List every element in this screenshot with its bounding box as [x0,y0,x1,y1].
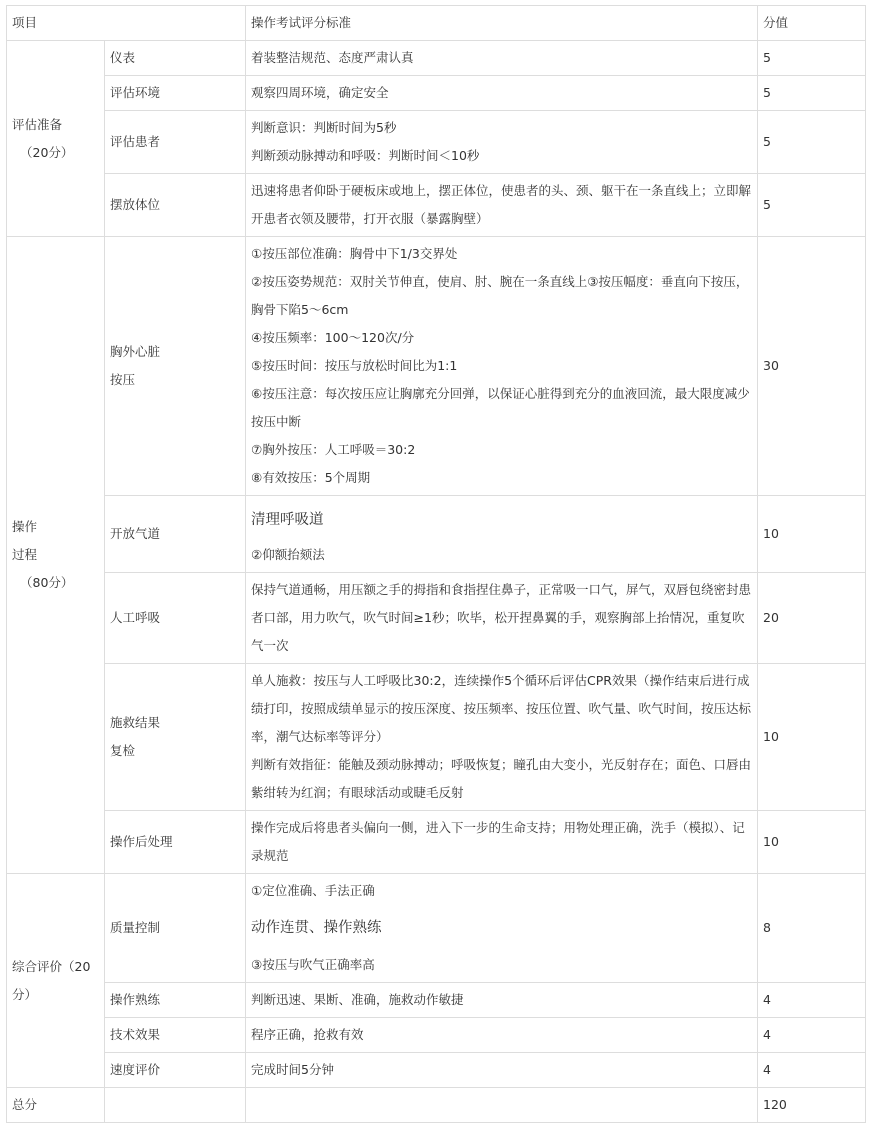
section-title-line: 操作 [12,519,38,534]
item-criteria [246,874,758,983]
item-name: 操作熟练 [105,983,246,1018]
item-score: 5 [758,174,866,237]
item-name: 评估患者 [105,111,246,174]
item-criteria: 着装整洁规范、态度严肃认真 [246,41,758,76]
item-score: 5 [758,76,866,111]
criteria-line: ①按压部位准确：胸骨中下1/3交界处 [251,246,458,261]
item-criteria: 保持气道通畅，用压额之手的拇指和食指捏住鼻子，正常吸一口气，屏气，双唇包绕密封患者口部，用力吹气，吹气时间≥1秒；吹毕，松开捏鼻翼的手，观察胸部上抬情况，重复吹气一次 [246,573,758,664]
item-score: 30 [758,237,866,496]
table-row [7,811,866,874]
total-score: 120 [758,1088,866,1123]
item-criteria: 完成时间5分钟 [246,1053,758,1088]
criteria-line: ⑤按压时间：按压与放松时间比为1:1 [251,358,458,373]
item-name: 仪表 [105,41,246,76]
criteria-line: 判断颈动脉搏动和呼吸：判断时间＜10秒 [251,148,480,163]
table-row [7,41,866,76]
item-name-line: 施救结果 [110,715,161,730]
header-score: 分值 [758,6,866,41]
item-criteria [246,664,758,811]
header-item: 项目 [7,6,246,41]
section-prep [7,41,105,237]
item-criteria [246,496,758,573]
total-row [7,1088,866,1123]
table-row [7,983,866,1018]
item-score: 8 [758,874,866,983]
criteria-line: ⑦胸外按压：人工呼吸＝30:2 [251,442,416,457]
criteria-line: ②按压姿势规范：双肘关节伸直，使肩、肘、腕在一条直线上③按压幅度：垂直向下按压，胸骨下陷5～6cm [251,274,749,317]
section-process [7,237,105,874]
table-row [7,111,866,174]
item-score: 5 [758,111,866,174]
item-name: 开放气道 [105,496,246,573]
criteria-line: ⑥按压注意：每次按压应让胸廓充分回弹，以保证心脏得到充分的血液回流，最大限度减少按压中断 [251,386,750,429]
table-row [7,1018,866,1053]
scoring-table [6,5,866,1123]
section-title-line: 过程 [12,547,38,562]
item-name-line: 按压 [110,372,136,387]
item-criteria: 程序正确，抢救有效 [246,1018,758,1053]
total-label: 总分 [7,1088,105,1123]
section-title-line: 综合评价（20 [12,958,91,974]
criteria-line: ①定位准确、手法正确 [251,883,375,898]
item-score: 20 [758,573,866,664]
item-criteria: 迅速将患者仰卧于硬板床或地上，摆正体位，使患者的头、颈、躯干在一条直线上；立即解开患者衣领及腰带，打开衣服（暴露胸壁） [246,174,758,237]
section-title: 评估准备 [12,116,63,132]
item-name [105,664,246,811]
item-score: 10 [758,664,866,811]
item-criteria [246,111,758,174]
table-row [7,874,866,983]
table-row [7,664,866,811]
item-criteria: 操作完成后将患者头偏向一侧，进入下一步的生命支持；用物处理正确，洗手（模拟）、记录规范 [246,811,758,874]
item-name: 人工呼吸 [105,573,246,664]
item-name-line: 复检 [110,743,136,758]
item-name: 操作后处理 [105,811,246,874]
criteria-line: ③按压与吹气正确率高 [251,957,375,972]
item-name: 摆放体位 [105,174,246,237]
criteria-line: ⑧有效按压：5个周期 [251,470,371,485]
section-score-note: （20分） [20,144,74,160]
criteria-line: 判断意识：判断时间为5秒 [251,120,397,135]
item-criteria: 观察四周环境，确定安全 [246,76,758,111]
criteria-heading: 清理呼吸道 [251,512,324,528]
item-name: 速度评价 [105,1053,246,1088]
item-score: 4 [758,1053,866,1088]
table-row [7,174,866,237]
table-row [7,76,866,111]
item-name: 质量控制 [105,874,246,983]
item-score: 10 [758,811,866,874]
item-score: 10 [758,496,866,573]
item-name: 评估环境 [105,76,246,111]
section-title-line: 分） [12,986,38,1002]
table-row [7,496,866,573]
criteria-line: 单人施救：按压与人工呼吸比30:2，连续操作5个循环后评估CPR效果（操作结束后进行成绩打印，按照成绩单显示的按压深度、按压频率、按压位置、吹气量、吹气时间，按压达标率，潮气达标率等评分） [251,673,752,744]
item-name: 技术效果 [105,1018,246,1053]
item-criteria [246,237,758,496]
item-score: 4 [758,1018,866,1053]
header-criteria: 操作考试评分标准 [246,6,758,41]
criteria-line: ②仰额抬颏法 [251,547,325,562]
item-criteria: 判断迅速、果断、准确，施救动作敏捷 [246,983,758,1018]
header-row [7,6,866,41]
section-score-note: （80分） [20,575,74,590]
item-name-line: 胸外心脏 [110,344,161,359]
item-score: 4 [758,983,866,1018]
total-empty-cell [246,1088,758,1123]
table-row [7,237,866,496]
section-overall [7,874,105,1088]
item-score: 5 [758,41,866,76]
total-empty-cell [105,1088,246,1123]
table-row [7,1053,866,1088]
criteria-heading: 动作连贯、操作熟练 [251,920,382,936]
criteria-line: 判断有效指征：能触及颈动脉搏动；呼吸恢复；瞳孔由大变小，光反射存在；面色、口唇由紫绀转为红润；有眼球活动或睫毛反射 [251,757,752,800]
table-row [7,573,866,664]
item-name [105,237,246,496]
criteria-line: ④按压频率：100～120次/分 [251,330,415,345]
